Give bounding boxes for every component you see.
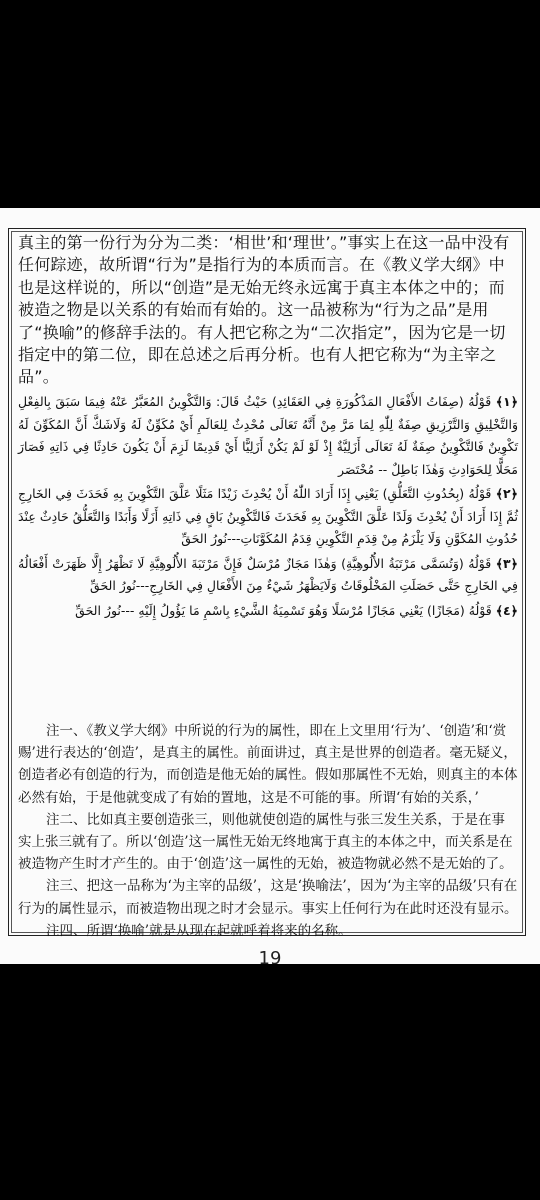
document-page[interactable]	[0, 208, 540, 964]
arabic-note-2	[18, 483, 518, 551]
arabic-note-text: قَوْلُهُ (مَجَازًا) يَعْنِي مَجَازًا مُرْسَلًا وَهُوَ تَسْمِيَةُ الشَّيْءِ بِاسْمِ مَا يَؤُولُ إِلَيْهِ ---نُورُ الحَقِّ	[75, 602, 492, 618]
chinese-notes	[18, 720, 518, 942]
chinese-note-4: 注四、所谓‘换喻’就是从现在起就呼着将来的名称。	[46, 922, 352, 939]
arabic-note-number: ﴿٤﴾	[495, 602, 518, 618]
arabic-footnotes	[18, 391, 518, 624]
chinese-note-1: 注一、《教义学大纲》中所说的行为的属性，即在上文里用‘行为’、‘创造’和‘赏赐’进行表达的‘创造’，是真主的属性。前面讲过，真主是世界的创造者。毫无疑义，创造者必有创造的行为，而创造是他无始的属性。假如那属性不无始，则真主的本体必然有始，于是他就变成了有始的置地，这是不可能的事。所谓‘有始的关系，’	[18, 723, 518, 806]
viewer-bottom-bar	[0, 964, 540, 1200]
viewer-top-bar	[0, 0, 540, 208]
arabic-note-number: ﴿٢﴾	[495, 486, 518, 501]
page-number: 19	[258, 948, 282, 964]
arabic-note-text: قَوْلُهُ (وَتُسَمَّى مَرْتَبَةُ الأُلُوهِيَّةِ) وَهٰذَا مَجَازٌ مُرْسَلٌ فَإِنَّ مَرْتَبَةَ الأُلُوهِيَّةِ لَا تَظْهَرُ إِلَّا ظَهَرَتْ أَفْعَالُهُ فِي الخَارِجِ حَتَّى حَصَلَتِ المَخْلُوقَاتُ وَلَايَظْهَرُ شَيْءٌ مِنَ الأَفْعَالِ فِي الخَارِجِ---نُورُ الحَقِّ	[18, 555, 518, 593]
arabic-note-text: قَوْلُهُ (صِفَاتُ الأَفْعَالِ المَذْكُورَةِ فِي العَقَائِدِ) حَيْثُ قَالَ: وَالتَّكْوِينُ المُعَبَّرُ عَنْهُ فِيمَا سَبَقَ بِالفِعْلِ وَالتَّخْلِيقِ وَالتَّرْزِيقِ صِفَةٌ لِلّٰهِ لِمَا مَرَّ مِنْ أَنَّهُ تَعَالَى مُحْدِثٌ لِلعَالَمِ أَيْ مُكَوِّنٌ لَهُ وَلَاشَكَّ أَنَّ المُكَوِّنَ لَهُ تَكْوِينٌ فَالتَّكْوِينُ صِفَةٌ لَهُ تَعَالَى أَزَلِيَّةٌ إِذْ لَوْ لَمْ يَكُنْ أَزَلِيًّا أَيْ قَدِيمًا لَزِمَ أَنْ يَكُونَ حَادِثًا فِي ذَاتِهِ فَصَارَ مَحَلًّا لِلحَوَادِثِ وَهٰذَا بَاطِلٌ -- مُخْتَصَر	[18, 394, 518, 477]
arabic-note-number: ﴿١﴾	[495, 394, 519, 409]
intro-paragraph: 真主的第一份行为分为二类：‘相世’和‘理世’。”事实上在这一品中没有任何踪迹，故所谓“行为”是指行为的本质而言。在《教义学大纲》中也是这样说的，所以“创造”是无始无终永远寓于真主本体之中的；而被造之物是以关系的有始而有始的。这一品被称为“行为之品”是用了“换喻”的修辞手法的。有人把它称之为“二次指定”，因为它是一切指定中的第二位，即在总述之后再分析。也有人把它称为“为主宰之品”。	[18, 233, 510, 387]
arabic-note-4	[18, 600, 518, 623]
chinese-note-3: 注三、把这一品称为‘为主宰的品级’，这是‘换喻法’，因为‘为主宰的品级’只有在行为的属性显示，而被造物出现之时才会显示。事实上任何行为在此时还没有显示。	[18, 878, 518, 917]
chinese-note-2: 注二、比如真主要创造张三，则他就使创造的属性与张三发生关系，于是在事实上张三就有了。所以‘创造’这一属性无始无终地寓于真主的本体之中，而关系是在被造物产生时才产生的。由于‘创造’这一属性的无始，被造物就必然不是无始的了。	[18, 811, 513, 873]
arabic-note-3	[18, 553, 518, 598]
arabic-note-text: قَوْلُهُ (بِحُدُوثِ التَّعَلُّقِ) يَعْنِي إِذَا أَرَادَ اللّٰهُ أَنْ يُحْدِثَ زَيْدًا مَثَلًا عَلَّقَ التَّكْوِينَ بِهِ فَحَدَثَ فِي الخَارِجِ ثُمَّ إِذَا أَرَادَ أَنْ يُحْدِثَ وَلَدًا عَلَّقَ التَّكْوِينَ بِهِ فَحَدَثَ فَالتَّكْوِينُ بَاقٍ فِي ذَاتِهِ أَزَلًا وَأَبَدًا وَالتَّعَلُّقُ حَادِثٌ عِنْدَ حُدُوثِ المُكَوَّنِ وَلَا يَلْزَمُ مِنْ قِدَمِ التَّكْوِينِ قِدَمُ المُكَوَّنَاتِ---نُورُ الحَقِّ	[18, 486, 518, 546]
arabic-note-number: ﴿٣﴾	[495, 555, 518, 571]
arabic-note-1	[18, 391, 518, 481]
